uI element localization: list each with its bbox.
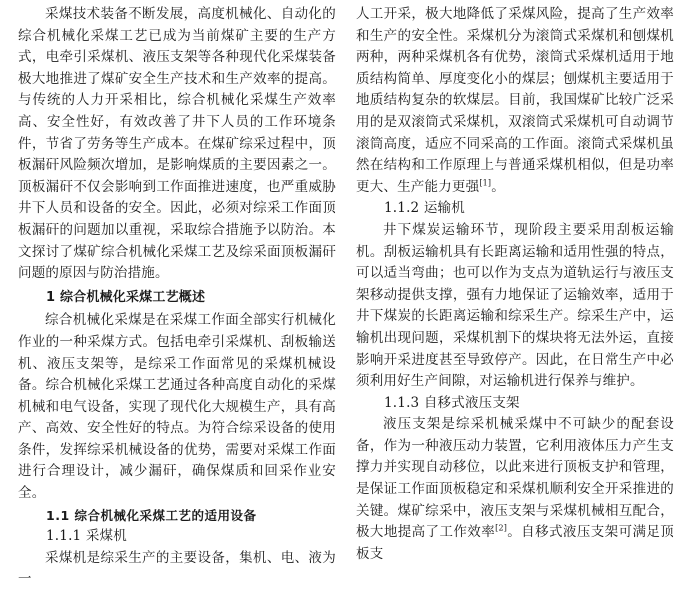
continued-paragraph-tail: 。 <box>491 178 505 195</box>
section-1-heading: 1 综合机械化采煤工艺概述 <box>46 289 206 305</box>
subsection-1-1-1-paragraph: 采煤机是综采生产的主要设备，集机、电、液为一 <box>18 549 336 588</box>
subsection-1-1-3-paragraph <box>356 414 674 565</box>
subsection-1-1-3-heading: 1.1.3 自移式液压支架 <box>384 394 520 411</box>
subsection-1-1-heading: 1.1 综合机械化采煤工艺的适用设备 <box>46 507 257 523</box>
subsection-1-1-2-heading: 1.1.2 运输机 <box>384 200 465 217</box>
reference-1: [1] <box>479 178 492 188</box>
intro-paragraph: 采煤技术装备不断发展，高度机械化、自动化的综合机械化采煤工艺已成为当前煤矿主要的生产方式，电牵引采煤机、液压支架等各种现代化采煤装备极大地推进了煤矿安全生产技术和生产效率的提高。与传统的人力开采相比，综合机械化采煤生产效率高、安全性好，有效改善了井下人员的工作环境条件，节省了劳务等生产成本。在煤矿综采过程中，顶板漏矸风险频次增加，是影响煤质的主要因素之一。顶板漏矸不仅会影响到工作面推进速度，也严重威胁井下人员和设备的安全。因此，必须对综采工作面顶板漏矸的问题加以重视，采取综合措施予以防治。本文探讨了煤矿综合机械化采煤工艺及综采面顶板漏矸问题的原因与防治措施。 <box>18 6 336 282</box>
subsection-1-1-1-heading: 1.1.1 采煤机 <box>46 528 127 545</box>
right-column <box>356 4 674 565</box>
subsection-1-1-3-tail: 。自移式液压支架可满足顶板支 <box>356 524 675 562</box>
left-column <box>18 4 336 591</box>
subsection-1-1-3-text: 液压支架是综采机械采煤中不可缺少的配套设备，作为一种液压动力装置，它利用液体压力产生支撑力并实现自动移位，以此来进行顶板支护和管理，是保证工作面顶板稳定和采煤机顺利安全开采推进的关键。煤矿综采中，液压支架与采煤机械相互配合，极大地提高了工作效率 <box>356 416 674 541</box>
continued-paragraph <box>356 4 674 198</box>
subsection-1-1-2-paragraph: 井下煤炭运输环节，现阶段主要采用刮板运输机。刮板运输机具有长距离运输和适用性强的特点，可以适当弯曲；也可以作为支点为道轨运行与液压支架移动提供支撑，强有力地保证了运输效率，适用于井下煤炭的长距离运输和综采生产。综采生产中，运输机出现问题，采煤机割下的煤块将无法外运，直接影响开采进度甚至导致停产。因此，在日常生产中必须利用好生产间隙，对运输机进行保养与维护。 <box>356 221 674 390</box>
reference-2: [2] <box>495 523 508 533</box>
section-1-paragraph: 综合机械化采煤是在采煤工作面全部实行机械化作业的一种采煤方式。包括电牵引采煤机、刮板输送机、液压支架等，是综采工作面常见的采煤机械设备。综合机械化采煤工艺通过各种高度自动化的采煤机械和电气设备，实现了现代化大规模生产，具有高产、高效、安全性好的特点。为符合综采设备的使用条件，发挥综采机械设备的优势，需要对采煤工作面进行合理设计，减少漏矸，确保煤质和回采作业安全。 <box>18 312 336 502</box>
continued-paragraph-text: 人工开采，极大地降低了采煤风险，提高了生产效率和生产的安全性。采煤机分为滚筒式采煤机和刨煤机两种，两种采煤机各有优势，滚筒式采煤机适用于地质结构简单、厚度变化小的煤层；刨煤机主要适用于地质结构复杂的软煤层。目前，我国煤矿比较广泛采用的是双滚筒式采煤机，双滚筒式采煤机可自动调节滚筒高度，适应不同采高的工作面。滚筒式采煤机虽然在结构和工作原理上与普通采煤机相似，但是功率更大、生产能力更强 <box>356 6 674 195</box>
